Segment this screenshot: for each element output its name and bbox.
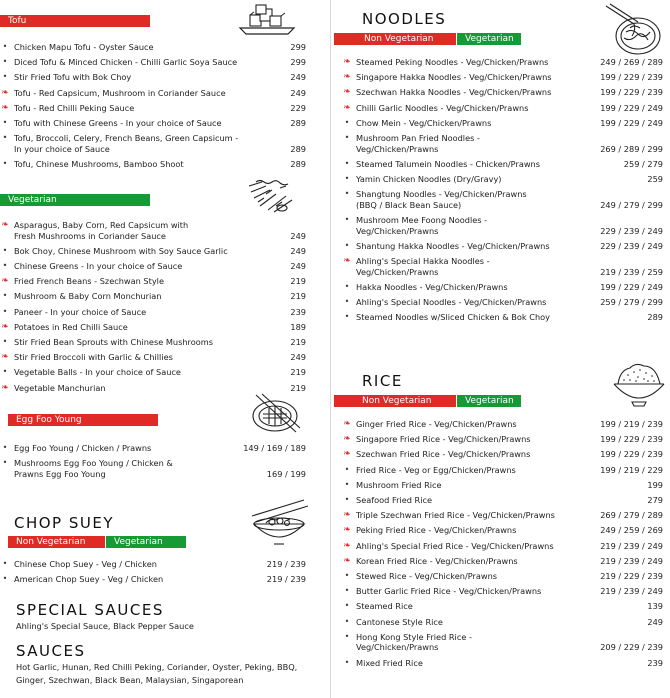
menu-item-name: Shangtung Noodles - Veg/Chicken/Prawns: [356, 189, 527, 200]
menu-item-name: Chow Mein - Veg/Chicken/Prawns: [356, 117, 492, 128]
menu-item: [343, 419, 663, 430]
menu-item-price: 219 / 229 / 239: [600, 571, 663, 581]
left-column: [0, 0, 328, 698]
menu-item-name: Ahling's Special Fried Rice - Veg/Chicken/Prawns: [356, 540, 554, 551]
menu-item-name: Cantonese Style Rice: [356, 616, 443, 627]
menu-item-price: 199 / 229 / 239: [600, 72, 663, 83]
menu-item: [4, 42, 306, 53]
chop-suey-title: CHOP SUEY: [14, 514, 115, 532]
menu-item-name: Chilli Garlic Noodles - Veg/Chicken/Prawns: [356, 102, 529, 113]
menu-item-price: 299: [290, 42, 306, 52]
menu-item-name: Tofu - Red Capsicum, Mushroom in Coriander Sauce: [14, 87, 226, 98]
chili-icon: ❧: [343, 510, 351, 521]
bullet-icon: •: [2, 133, 8, 143]
menu-item-price: 269 / 279 / 289: [600, 510, 663, 521]
menu-item-name: Ahling's Special Noodles - Veg/Chicken/Prawns: [356, 297, 547, 307]
menu-item-name: Seafood Fried Rice: [356, 495, 433, 505]
menu-item-price: 219 / 239 / 249: [600, 555, 663, 566]
bullet-icon: •: [344, 586, 350, 596]
menu-item: [1, 220, 306, 241]
menu-item-name: Tofu, Broccoli, Celery, French Beans, Green Capsicum -: [14, 133, 239, 144]
menu-item: [4, 291, 306, 302]
bullet-icon: •: [2, 118, 8, 127]
menu-item-price: 299: [290, 57, 306, 68]
bullet-icon: •: [344, 312, 350, 322]
menu-item: [343, 102, 663, 114]
menu-item-name: Diced Tofu & Minced Chicken - Chilli Garlic Soya Sauce: [14, 57, 238, 68]
bullet-icon: •: [344, 133, 350, 142]
menu-item: [4, 367, 306, 378]
menu-item-name: Tofu - Red Chilli Peking Sauce: [14, 102, 135, 113]
chop-suey-nonveg-label: Non Vegetarian: [8, 536, 105, 548]
menu-item-price: 199 / 229 / 249: [600, 281, 663, 292]
menu-item: [4, 118, 306, 129]
menu-item-name: Peking Fried Rice - Veg/Chicken/Prawns: [356, 525, 517, 536]
menu-item-name: (BBQ / Black Bean Sauce): [356, 199, 462, 210]
sauces-line-1: Hot Garlic, Hunan, Red Chilli Peking, Coriander, Oyster, Peking, BBQ,: [16, 662, 298, 672]
bullet-icon: •: [2, 574, 8, 584]
menu-item-price: 199 / 219 / 229: [600, 464, 663, 475]
menu-item: [343, 449, 663, 460]
menu-item-name: Chicken Mapu Tofu - Oyster Sauce: [14, 42, 154, 52]
chili-icon: ❧: [343, 449, 351, 460]
bullet-icon: •: [344, 117, 350, 127]
menu-item-price: 169 / 199: [266, 468, 306, 479]
menu-item: [346, 282, 663, 293]
menu-item-price: 289: [647, 312, 663, 323]
menu-item-price: 199 / 229 / 239: [600, 87, 663, 98]
menu-item-price: 219 / 239 / 259: [600, 266, 663, 277]
menu-item-price: 239: [290, 306, 306, 317]
chili-icon: ❧: [343, 72, 351, 83]
rice-nonveg-label: Non Vegetarian: [334, 395, 456, 407]
menu-item-name: Steamed Noodles w/Sliced Chicken & Bok Choy: [356, 312, 551, 323]
chili-icon: ❧: [343, 434, 351, 445]
menu-item-price: 209 / 229 / 239: [600, 642, 663, 653]
chili-icon: ❧: [343, 87, 351, 98]
menu-item: [346, 118, 663, 129]
noodles-title: NOODLES: [362, 10, 447, 28]
menu-item-name: Tofu, Chinese Mushrooms, Bamboo Shoot: [14, 159, 184, 169]
rice-title: RICE: [362, 372, 403, 390]
menu-item: [346, 215, 663, 236]
bullet-icon: •: [2, 559, 8, 568]
menu-item-price: 199 / 219 / 239: [600, 419, 663, 429]
menu-item-price: 199 / 229 / 239: [600, 434, 663, 445]
right-column: [334, 0, 670, 698]
tofu-banner: [0, 15, 150, 27]
bullet-icon: •: [2, 337, 8, 346]
menu-item-price: 279: [647, 495, 663, 505]
chili-icon: ❧: [1, 102, 9, 113]
chili-icon: ❧: [1, 352, 9, 363]
menu-item-name: Steamed Talumein Noodles - Chicken/Prawns: [356, 158, 541, 169]
menu-item-price: 219 / 239 / 249: [600, 586, 663, 597]
chili-icon: ❧: [343, 102, 351, 113]
vegetarian-title: Vegetarian: [8, 195, 57, 205]
menu-item-name: Veg/Chicken/Prawns: [356, 642, 439, 653]
menu-item-name: Stir Fried Broccoli with Garlic & Chillies: [14, 352, 173, 363]
menu-item-price: 249: [290, 352, 306, 363]
vegetables-icon: [246, 176, 296, 216]
menu-item-name: Yamin Chicken Noodles (Dry/Gravy): [356, 174, 502, 184]
menu-item-price: 219 / 239 / 249: [600, 540, 663, 551]
menu-item-price: 219: [290, 291, 306, 302]
menu-item-name: Mushrooms Egg Foo Young / Chicken &: [14, 458, 173, 469]
menu-item: [346, 601, 663, 612]
menu-item: [346, 658, 663, 669]
menu-item-price: 249: [290, 230, 306, 241]
menu-item-name: Mushroom Pan Fried Noodles -: [356, 133, 480, 143]
menu-item-name: Tofu with Chinese Greens - In your choice of Sauce: [14, 118, 222, 128]
bullet-icon: •: [344, 616, 350, 626]
menu-item: [4, 337, 306, 348]
menu-item: [346, 133, 663, 154]
chili-icon: ❧: [1, 220, 9, 230]
bullet-icon: •: [2, 306, 8, 316]
menu-item-name: Vegetable Manchurian: [14, 382, 106, 393]
menu-item-price: 199 / 229 / 249: [600, 102, 663, 113]
menu-item-price: 249: [647, 616, 663, 627]
menu-item-name: American Chop Suey - Veg / Chicken: [14, 574, 164, 585]
chili-icon: ❧: [343, 256, 351, 266]
chili-icon: ❧: [1, 382, 9, 393]
menu-item-price: 219: [290, 367, 306, 378]
chili-icon: ❧: [1, 321, 9, 332]
menu-item-name: Egg Foo Young / Chicken / Prawns: [14, 443, 152, 453]
menu-item: [346, 189, 663, 210]
bullet-icon: •: [344, 189, 350, 199]
bullet-icon: •: [2, 42, 8, 51]
bullet-icon: •: [2, 72, 8, 82]
menu-item-name: Veg/Chicken/Prawns: [356, 266, 439, 277]
menu-item: [343, 57, 663, 68]
bullet-icon: •: [344, 158, 350, 168]
menu-item-price: 199 / 229 / 249: [600, 117, 663, 128]
menu-item: [4, 57, 306, 68]
menu-item-price: 219: [290, 382, 306, 393]
bullet-icon: •: [344, 281, 350, 291]
menu-item: [4, 261, 306, 272]
menu-item-price: 219 / 239: [266, 574, 306, 585]
bullet-icon: •: [2, 443, 8, 452]
rice-veg-label: Vegetarian: [457, 395, 521, 407]
menu-item-price: 199 / 229 / 239: [600, 449, 663, 460]
menu-item-name: Szechwan Fried Rice - Veg/Chicken/Prawns: [356, 449, 531, 460]
menu-item: [4, 559, 306, 570]
menu-item-name: Stir Fried Tofu with Bok Choy: [14, 72, 132, 83]
bullet-icon: •: [344, 601, 350, 611]
menu-item-name: In your choice of Sauce: [14, 143, 110, 154]
chili-icon: ❧: [343, 525, 351, 536]
menu-item-name: Stewed Rice - Veg/Chicken/Prawns: [356, 571, 498, 581]
menu-item-name: Paneer - In your choice of Sauce: [14, 306, 147, 317]
menu-item: [346, 159, 663, 170]
menu-item-name: Szechwan Hakka Noodles - Veg/Chicken/Prawns: [356, 87, 552, 98]
vegetarian-banner: [0, 194, 150, 206]
bullet-icon: •: [2, 367, 8, 377]
menu-item: [1, 87, 306, 99]
bullet-icon: •: [2, 245, 8, 255]
menu-item-name: Potatoes in Red Chilli Sauce: [14, 321, 128, 332]
menu-item: [346, 241, 663, 252]
menu-item-price: 149 / 169 / 189: [243, 443, 306, 453]
noodles-nonveg-label: Non Vegetarian: [334, 33, 456, 45]
menu-item-name: Triple Szechwan Fried Rice - Veg/Chicken/Prawns: [356, 510, 555, 521]
menu-item-name: Ginger Fried Rice - Veg/Chicken/Prawns: [356, 419, 517, 429]
menu-item: [1, 352, 306, 363]
bullet-icon: •: [2, 159, 8, 168]
bullet-icon: •: [2, 57, 8, 67]
menu-item-price: 229: [290, 102, 306, 113]
menu-item-name: Steamed Rice: [356, 601, 413, 612]
menu-item: [346, 465, 663, 476]
menu-item-name: Shantung Hakka Noodles - Veg/Chicken/Prawns: [356, 240, 550, 251]
menu-item-name: Korean Fried Rice - Veg/Chicken/Prawns: [356, 555, 518, 566]
menu-item-name: Fried Rice - Veg or Egg/Chicken/Prawns: [356, 464, 516, 475]
menu-item-name: Veg/Chicken/Prawns: [356, 143, 439, 154]
egg-foo-young-title: Egg Foo Young: [16, 415, 82, 425]
bullet-icon: •: [344, 571, 350, 580]
chop-suey-veg-label: Vegetarian: [106, 536, 186, 548]
menu-item: [343, 540, 663, 552]
menu-item: [343, 555, 663, 567]
menu-item-name: Singapore Fried Rice - Veg/Chicken/Prawns: [356, 434, 531, 445]
sauces-line-2: Ginger, Szechwan, Black Bean, Malaysian, Singaporean: [16, 675, 244, 685]
bullet-icon: •: [344, 174, 350, 183]
menu-item-price: 249: [290, 245, 306, 256]
menu-item: [4, 72, 306, 83]
menu-item-name: Veg/Chicken/Prawns: [356, 225, 439, 236]
bullet-icon: •: [2, 458, 8, 468]
chili-icon: ❧: [343, 57, 351, 67]
bullet-icon: •: [344, 631, 350, 641]
menu-item: [343, 72, 663, 83]
menu-item-name: Mushroom Mee Foong Noodles -: [356, 215, 488, 225]
menu-item: [343, 87, 663, 98]
menu-item-name: Chinese Greens - In your choice of Sauce: [14, 261, 183, 271]
menu-item-price: 249 / 269 / 289: [600, 57, 663, 67]
menu-item: [4, 159, 306, 170]
menu-item-price: 239: [647, 657, 663, 668]
menu-item: [346, 297, 663, 308]
chili-icon: ❧: [1, 87, 9, 98]
rice-bowl-icon: [610, 360, 668, 408]
menu-item: [343, 434, 663, 445]
menu-item-name: Fresh Mushrooms in Coriander Sauce: [14, 230, 166, 241]
menu-item-name: Chinese Chop Suey - Veg / Chicken: [14, 559, 157, 569]
menu-item-price: 219: [290, 276, 306, 287]
menu-item: [346, 617, 663, 628]
bullet-icon: •: [344, 479, 350, 489]
bullet-icon: •: [344, 657, 350, 667]
bullet-icon: •: [2, 261, 8, 270]
menu-item-name: Singapore Hakka Noodles - Veg/Chicken/Prawns: [356, 72, 552, 83]
menu-item: [346, 571, 663, 582]
chili-icon: ❧: [343, 555, 351, 566]
menu-item-name: Mixed Fried Rice: [356, 657, 423, 668]
bullet-icon: •: [2, 291, 8, 301]
special-sauces-text: Ahling's Special Sauce, Black Pepper Sauce: [16, 621, 194, 631]
menu-item: [346, 480, 663, 491]
special-sauces-title: SPECIAL SAUCES: [16, 601, 164, 619]
menu-item: [4, 443, 306, 454]
menu-item-price: 249: [290, 261, 306, 271]
menu-item-price: 249: [290, 87, 306, 98]
menu-item: [343, 525, 663, 536]
menu-item: [346, 312, 663, 323]
menu-item: [1, 382, 306, 394]
menu-item: [4, 574, 306, 585]
menu-item-name: Mushroom & Baby Corn Monchurian: [14, 291, 162, 302]
noodles-veg-label: Vegetarian: [457, 33, 521, 45]
menu-item-price: 269 / 289 / 299: [600, 143, 663, 154]
menu-item-price: 289: [290, 159, 306, 169]
menu-item-price: 259 / 279 / 299: [600, 297, 663, 307]
menu-item-price: 249: [290, 72, 306, 83]
menu-item-price: 229 / 239 / 249: [600, 225, 663, 236]
menu-item-price: 189: [290, 321, 306, 332]
menu-item: [1, 276, 306, 287]
menu-item-name: Hakka Noodles - Veg/Chicken/Prawns: [356, 281, 508, 292]
menu-item-price: 259 / 279: [623, 158, 663, 169]
menu-item-price: 199: [647, 479, 663, 490]
menu-item-name: Bok Choy, Chinese Mushroom with Soy Sauce Garlic: [14, 245, 228, 256]
chili-icon: ❧: [343, 419, 351, 429]
tofu-icon: [236, 2, 298, 36]
noodles-bowl-icon: [604, 2, 666, 58]
menu-item: [4, 458, 306, 479]
menu-item-price: 219: [290, 337, 306, 347]
egg-foo-young-icon: [248, 392, 302, 434]
menu-item-name: Ahling's Special Hakka Noodles -: [356, 256, 490, 266]
menu-item-price: 289: [290, 118, 306, 128]
menu-item-price: 259: [647, 174, 663, 184]
menu-item: [4, 133, 306, 154]
sauces-title: SAUCES: [16, 642, 86, 660]
column-divider: [330, 0, 331, 698]
tofu-title: Tofu: [8, 16, 27, 26]
menu-item: [1, 102, 306, 114]
menu-item: [346, 174, 663, 185]
bullet-icon: •: [344, 495, 350, 504]
menu-item: [343, 256, 663, 277]
bullet-icon: •: [344, 464, 350, 474]
menu-item: [1, 321, 306, 333]
menu-item: [346, 495, 663, 506]
menu-item-price: 249 / 259 / 269: [600, 525, 663, 536]
menu-item-name: Hong Kong Style Fried Rice -: [356, 631, 472, 642]
menu-item: [4, 246, 306, 257]
menu-item-price: 229 / 239 / 249: [600, 240, 663, 251]
menu-item: [4, 307, 306, 318]
chop-suey-bowl-icon: [248, 496, 310, 548]
menu-item-name: Stir Fried Bean Sprouts with Chinese Mushrooms: [14, 337, 214, 347]
menu-item-price: 219 / 239: [266, 559, 306, 569]
menu-item-price: 249 / 279 / 299: [600, 199, 663, 210]
menu-item-price: 289: [290, 143, 306, 154]
menu-item-name: Mushroom Fried Rice: [356, 479, 442, 490]
menu-item-name: Asparagus, Baby Corn, Red Capsicum with: [14, 220, 189, 230]
chili-icon: ❧: [343, 540, 351, 551]
menu-item: [346, 586, 663, 597]
chili-icon: ❧: [1, 276, 9, 287]
menu-item: [343, 510, 663, 521]
menu-item-name: Vegetable Balls - In your choice of Sauce: [14, 367, 181, 378]
menu-item-name: Butter Garlic Fried Rice - Veg/Chicken/Prawns: [356, 586, 542, 597]
menu-item-price: 139: [647, 601, 663, 612]
bullet-icon: •: [344, 240, 350, 250]
egg-foo-young-banner: [8, 414, 158, 426]
bullet-icon: •: [344, 297, 350, 306]
menu-item: [346, 632, 663, 653]
bullet-icon: •: [344, 215, 350, 224]
menu-item-name: Fried French Beans - Szechwan Style: [14, 276, 164, 287]
menu-item-name: Steamed Peking Noodles - Veg/Chicken/Prawns: [356, 57, 549, 67]
menu-item-name: Prawns Egg Foo Young: [14, 468, 106, 479]
